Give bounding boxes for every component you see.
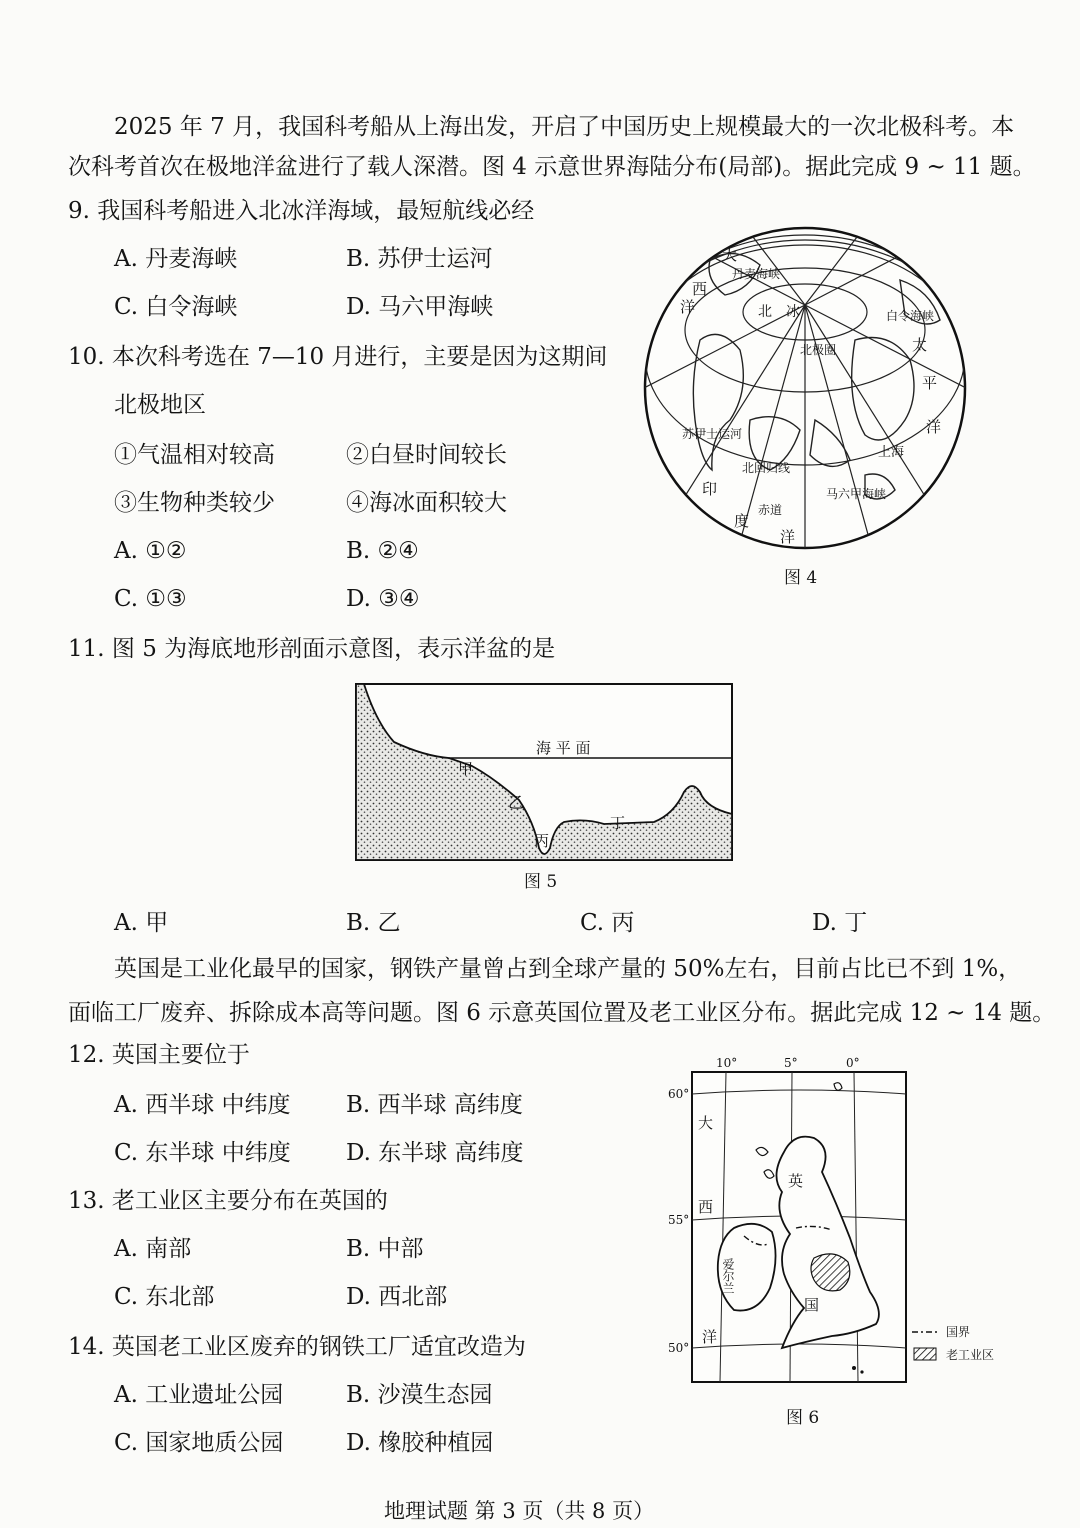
question-11-option-a: A. 甲: [114, 910, 169, 936]
fig4-label-yang: 洋: [680, 298, 696, 316]
question-10-stem: 10. 本次科考选在 7—10 月进行，主要是因为这期间: [68, 344, 608, 370]
figure-6-caption: 图 6: [786, 1408, 820, 1428]
fig4-label-bing: 冰: [786, 304, 800, 320]
fig4-label-chidao: 赤道: [758, 503, 783, 517]
fig4-label-du: 度: [734, 512, 750, 530]
fig6-lon-10: 10°: [716, 1056, 738, 1070]
question-11-option-c: C. 丙: [580, 910, 635, 936]
question-11-option-d: D. 丁: [812, 910, 868, 936]
question-13-stem: 13. 老工业区主要分布在英国的: [68, 1188, 388, 1214]
question-14-option-c: C. 国家地质公园: [114, 1430, 284, 1456]
intro2-line-1: 英国是工业化最早的国家，钢铁产量曾占到全球产量的 50%左右，目前占比已不到 1%，: [114, 956, 1022, 982]
fig5-label-bing: 丙: [534, 832, 550, 850]
intro2-line-2: 面临工厂废弃、拆除成本高等问题。图 6 示意英国位置及老工业区分布。据此完成 12 ~ 14 题。: [68, 1000, 1056, 1026]
figure-5-caption: 图 5: [524, 872, 558, 892]
question-12-option-c: C. 东半球 中纬度: [114, 1140, 291, 1166]
figure-6-uk-map: [664, 1052, 1024, 1392]
question-10-option-b: B. ②④: [346, 538, 419, 564]
question-12-option-b: B. 西半球 高纬度: [346, 1092, 523, 1118]
fig5-label-yi: 乙: [508, 793, 525, 812]
fig6-lon-5: 5°: [784, 1056, 798, 1070]
fig6-label-da: 大: [698, 1114, 714, 1132]
fig4-label-beijiquan: 北极圈: [800, 343, 837, 357]
question-9-option-b: B. 苏伊士运河: [346, 246, 493, 272]
question-10-statement-4: ④海冰面积较大: [346, 490, 507, 516]
fig4-label-xi: 西: [692, 280, 708, 298]
question-13-option-d: D. 西北部: [346, 1284, 448, 1310]
question-14-stem: 14. 英国老工业区废弃的钢铁工厂适宜改造为: [68, 1334, 526, 1360]
question-9-option-c: C. 白令海峡: [114, 294, 238, 320]
fig4-label-danmai: 丹麦海峡: [732, 267, 781, 281]
fig4-label-malujia: 马六甲海峡: [826, 487, 887, 501]
fig4-label-suyishi: 苏伊士运河: [682, 427, 743, 441]
page-footer: 地理试题 第 3 页（共 8 页）: [384, 1499, 655, 1523]
question-12-stem: 12. 英国主要位于: [68, 1042, 250, 1068]
fig6-label-ireland: 爱尔兰: [721, 1258, 735, 1294]
fig6-legend-industry: 老工业区: [946, 1348, 995, 1362]
fig6-lat-50: 50°: [668, 1341, 690, 1355]
question-13-option-b: B. 中部: [346, 1236, 424, 1262]
question-9-option-d: D. 马六甲海峡: [346, 294, 494, 320]
fig6-label-xi: 西: [698, 1198, 714, 1216]
question-13-option-a: A. 南部: [114, 1236, 192, 1262]
fig4-label-shanghai: 上海: [878, 445, 905, 460]
fig6-legend-border: 国界: [946, 1325, 971, 1339]
question-14-option-b: B. 沙漠生态园: [346, 1382, 493, 1408]
question-10-statement-2: ②白昼时间较长: [346, 442, 507, 468]
fig6-label-ying: 英: [788, 1172, 804, 1190]
question-14-option-a: A. 工业遗址公园: [114, 1382, 284, 1408]
fig5-sea-level-label: 海 平 面: [536, 739, 591, 757]
fig4-label-yin: 印: [702, 480, 718, 498]
figure-4-globe: [640, 220, 970, 560]
fig6-lat-60: 60°: [668, 1087, 690, 1101]
intro-line-1: 2025 年 7 月，我国科考船从上海出发，开启了中国历史上规模最大的一次北极科考。本: [114, 114, 1015, 140]
fig6-lon-0: 0°: [846, 1056, 860, 1070]
fig4-label-tai: 太: [912, 336, 928, 354]
fig4-label-bei: 北: [758, 304, 772, 320]
question-12-option-d: D. 东半球 高纬度: [346, 1140, 524, 1166]
question-11-option-b: B. 乙: [346, 910, 401, 936]
question-10-statement-1: ①气温相对较高: [114, 442, 275, 468]
fig6-legend-industry-symbol: [914, 1348, 936, 1360]
fig4-label-bailing: 白令海峡: [886, 309, 935, 323]
fig6-label-guo: 国: [804, 1296, 820, 1314]
figure-4-caption: 图 4: [784, 568, 818, 588]
question-11-stem: 11. 图 5 为海底地形剖面示意图，表示洋盆的是: [68, 636, 556, 662]
question-9-option-a: A. 丹麦海峡: [114, 246, 238, 272]
question-10-option-a: A. ①②: [114, 538, 187, 564]
intro-line-2: 次科考首次在极地洋盆进行了载人深潜。图 4 示意世界海陆分布(局部)。据此完成 9 ~ 11 题。: [68, 154, 1036, 180]
question-14-option-d: D. 橡胶种植园: [346, 1430, 494, 1456]
question-12-option-a: A. 西半球 中纬度: [114, 1092, 291, 1118]
question-9-stem: 9. 我国科考船进入北冰洋海域，最短航线必经: [68, 198, 535, 224]
fig5-label-jia: 甲: [458, 760, 474, 778]
question-10-option-c: C. ①③: [114, 586, 187, 612]
question-13-option-c: C. 东北部: [114, 1284, 215, 1310]
fig6-label-yang: 洋: [702, 1328, 718, 1346]
question-10-option-d: D. ③④: [346, 586, 420, 612]
figure-5-seabed-profile: [354, 682, 734, 864]
question-10-stem-cont: 北极地区: [114, 392, 206, 418]
fig4-label-da: 大: [722, 246, 738, 264]
fig4-label-beihuigui: 北回归线: [742, 461, 791, 475]
fig5-label-ding: 丁: [610, 814, 626, 832]
fig4-label-yang2: 洋: [926, 418, 942, 436]
fig6-lat-55: 55°: [668, 1213, 690, 1227]
fig4-label-yang3: 洋: [780, 528, 796, 546]
question-10-statement-3: ③生物种类较少: [114, 490, 275, 516]
fig4-label-ping: 平: [922, 374, 938, 392]
